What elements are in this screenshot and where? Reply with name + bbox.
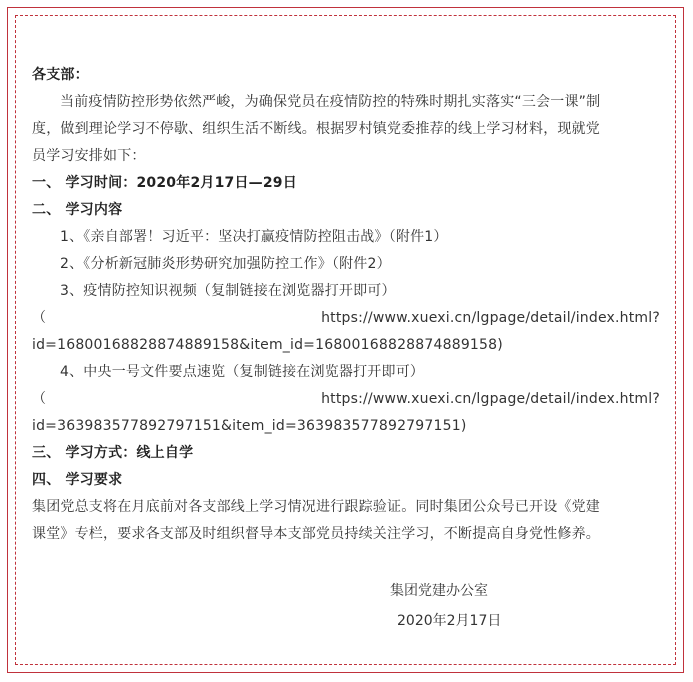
video-url-line (32, 305, 660, 332)
content-item-1: 1、《亲自部署！习近平：坚决打赢疫情防控阻击战》（附件1） (60, 229, 448, 245)
video-url-params[interactable]: id=16800168828874889158&item_id=16800168828874889158) (32, 337, 503, 353)
requirement-line-2: 课堂》专栏，要求各支部及时组织督导本支部党员持续关注学习，不断提高自身党性修养。 (32, 526, 600, 542)
document-url-params[interactable]: id=363983577892797151&item_id=363983577892797151) (32, 418, 467, 434)
requirement-line-1: 集团党总支将在月底前对各支部线上学习情况进行跟踪验证。同时集团公众号已开设《党建 (32, 499, 600, 515)
signature-org: 集团党建办公室 (390, 583, 488, 599)
section-1-heading: 一、 学习时间：2020年2月17日—29日 (32, 175, 297, 191)
greeting: 各支部： (32, 67, 89, 83)
content-item-2: 2、《分析新冠肺炎形势研究加强防控工作》（附件2） (60, 256, 391, 272)
section-3-heading: 三、 学习方式：线上自学 (32, 445, 194, 461)
document-url-link[interactable]: https://www.xuexi.cn/lgpage/detail/index.html? (321, 391, 660, 407)
section-2-heading: 二、 学习内容 (32, 202, 123, 218)
intro-line-2: 度，做到理论学习不停歇、组织生活不断线。根据罗村镇党委推荐的线上学习材料，现就党 (32, 121, 600, 137)
section-4-heading: 四、 学习要求 (32, 472, 123, 488)
signature-date: 2020年2月17日 (397, 613, 502, 629)
notice-body (32, 62, 660, 548)
content-item-3: 3、疫情防控知识视频（复制链接在浏览器打开即可） (60, 283, 396, 299)
document-url-line (32, 386, 660, 413)
intro-line-3: 员学习安排如下： (32, 148, 146, 164)
url-open-paren: （ (32, 391, 47, 407)
url-open-paren: （ (32, 310, 47, 326)
content-item-4: 4、中央一号文件要点速览（复制链接在浏览器打开即可） (60, 364, 425, 380)
video-url-link[interactable]: https://www.xuexi.cn/lgpage/detail/index.html? (321, 310, 660, 326)
intro-line-1: 当前疫情防控形势依然严峻，为确保党员在疫情防控的特殊时期扎实落实“三会一课”制 (60, 94, 601, 110)
